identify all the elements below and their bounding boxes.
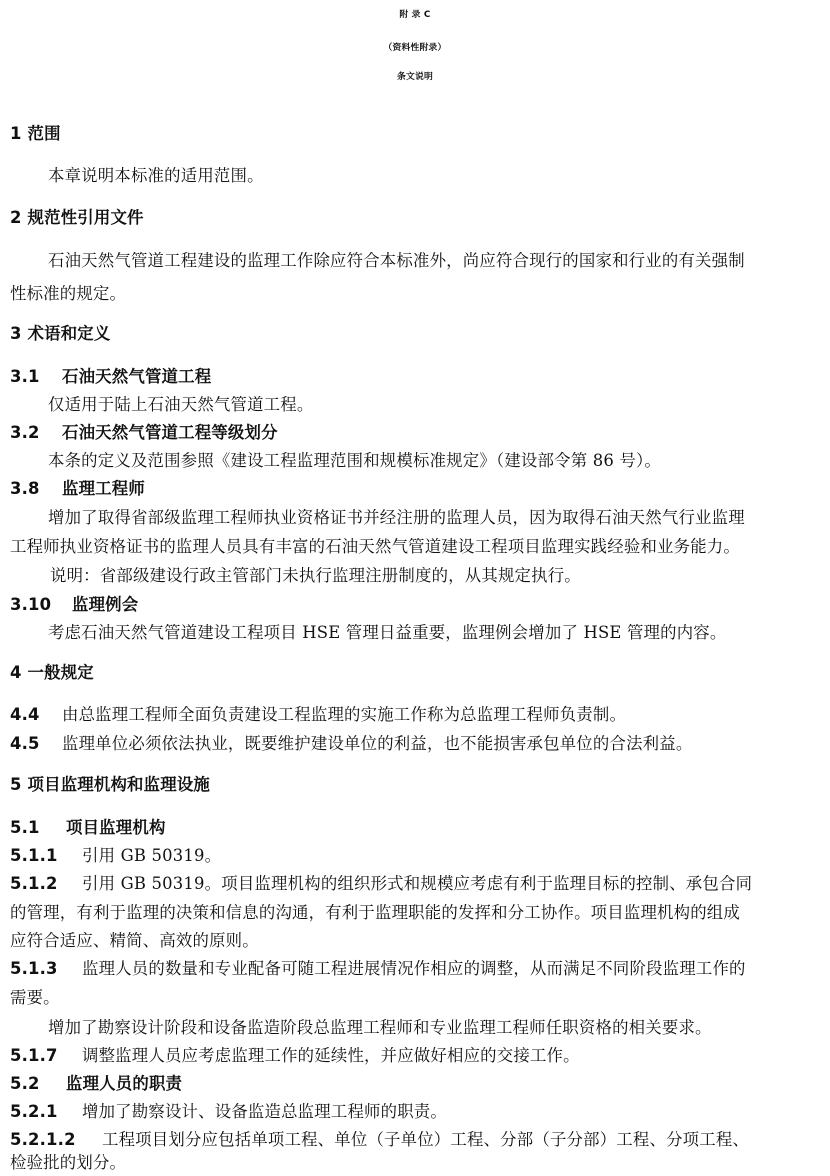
clause-number: 5.2 (10, 1074, 40, 1093)
clause-number: 4.4 (10, 705, 40, 724)
clause-5-1-3 (10, 958, 746, 980)
clause-text: 监理单位必须依法执业，既要维护建设单位的利益，也不能损害承包单位的合法利益。 (62, 734, 693, 753)
paragraph: 石油天然气管道工程建设的监理工作除应符合本标准外，尚应符合现行的国家和行业的有关强制 (48, 251, 745, 270)
paragraph: 仅适用于陆上石油天然气管道工程。 (48, 395, 314, 414)
clause-5-2-1-2 (10, 1129, 749, 1151)
paragraph: 应符合适应、精简、高效的原则。 (10, 931, 259, 950)
clause-number: 5.1.3 (10, 959, 58, 978)
clause-5-2-1 (10, 1101, 447, 1123)
clause-text: 引用 GB 50319。 (82, 846, 222, 865)
clause-text: 工程项目划分应包括单项工程、单位（子单位）工程、分部（子分部）工程、分项工程、 (102, 1130, 750, 1149)
clause-4-5 (10, 733, 692, 755)
clause-3-1-heading (10, 366, 211, 388)
clause-5-1-7 (10, 1045, 580, 1067)
paragraph: 增加了取得省部级监理工程师执业资格证书并经注册的监理人员，因为取得石油天然气行业监理 (48, 508, 745, 527)
clause-title: 监理例会 (72, 595, 139, 614)
clause-number: 5.2.1 (10, 1102, 58, 1121)
paragraph: 需要。 (10, 988, 60, 1007)
clause-3-2-heading (10, 422, 278, 444)
paragraph: 本章说明本标准的适用范围。 (48, 166, 264, 185)
clause-number: 5.1.2 (10, 874, 58, 893)
paragraph: 的管理，有利于监理的决策和信息的沟通，有利于监理职能的发挥和分工协作。项目监理机构的组成 (10, 903, 740, 922)
section-3-heading: 3 术语和定义 (10, 324, 111, 343)
clause-number: 5.2.1.2 (10, 1130, 76, 1149)
clause-title: 监理人员的职责 (66, 1074, 183, 1093)
clause-5-1-heading (10, 817, 166, 839)
clause-number: 5.1 (10, 818, 40, 837)
clause-number: 4.5 (10, 734, 40, 753)
clause-number: 3.1 (10, 367, 40, 386)
clause-5-1-2 (10, 873, 752, 895)
paragraph: 本条的定义及范围参照《建设工程监理范围和规模标准规定》（建设部令第 86 号）。 (48, 451, 661, 470)
note-text: 说明：省部级建设行政主管部门未执行监理注册制度的，从其规定执行。 (50, 566, 581, 585)
paragraph: 检验批的划分。 (10, 1153, 127, 1172)
clause-3-10-heading (10, 594, 138, 616)
clause-text: 引用 GB 50319。项目监理机构的组织形式和规模应考虑有利于监理目标的控制、承包合同 (82, 874, 753, 893)
clause-5-2-heading (10, 1073, 182, 1095)
clause-text: 由总监理工程师全面负责建设工程监理的实施工作称为总监理工程师负责制。 (62, 705, 627, 724)
clause-5-1-1 (10, 845, 221, 867)
section-5-heading: 5 项目监理机构和监理设施 (10, 775, 211, 794)
section-4-heading: 4 一般规定 (10, 663, 94, 682)
clause-number: 5.1.7 (10, 1046, 58, 1065)
appendix-nature: （资料性附录） (383, 43, 447, 53)
paragraph: 增加了勘察设计阶段和设备监造阶段总监理工程师和专业监理工程师任职资格的相关要求。 (48, 1018, 712, 1037)
clause-3-8-heading (10, 478, 145, 500)
clause-number: 3.8 (10, 479, 40, 498)
clause-title: 项目监理机构 (66, 818, 166, 837)
clause-number: 3.10 (10, 595, 52, 614)
appendix-heading: 附 录 C (399, 10, 431, 20)
section-2-heading: 2 规范性引用文件 (10, 208, 144, 227)
clause-title: 石油天然气管道工程 (62, 367, 212, 386)
clause-text: 增加了勘察设计、设备监造总监理工程师的职责。 (82, 1102, 447, 1121)
paragraph: 工程师执业资格证书的监理人员具有丰富的石油天然气管道建设工程项目监理实践经验和业务能力。 (10, 537, 740, 556)
clause-title: 监理工程师 (62, 479, 145, 498)
clause-number: 3.2 (10, 423, 40, 442)
clause-text: 调整监理人员应考虑监理工作的延续性，并应做好相应的交接工作。 (82, 1046, 580, 1065)
clause-4-4 (10, 704, 626, 726)
section-1-heading: 1 范围 (10, 124, 61, 143)
appendix-title: 条文说明 (397, 72, 433, 82)
clause-text: 监理人员的数量和专业配备可随工程进展情况作相应的调整，从而满足不同阶段监理工作的 (82, 959, 746, 978)
clause-title: 石油天然气管道工程等级划分 (62, 423, 278, 442)
paragraph: 考虑石油天然气管道建设工程项目 HSE 管理日益重要，监理例会增加了 HSE 管理的内容。 (48, 623, 727, 642)
clause-number: 5.1.1 (10, 846, 58, 865)
paragraph: 性标准的规定。 (10, 284, 127, 303)
